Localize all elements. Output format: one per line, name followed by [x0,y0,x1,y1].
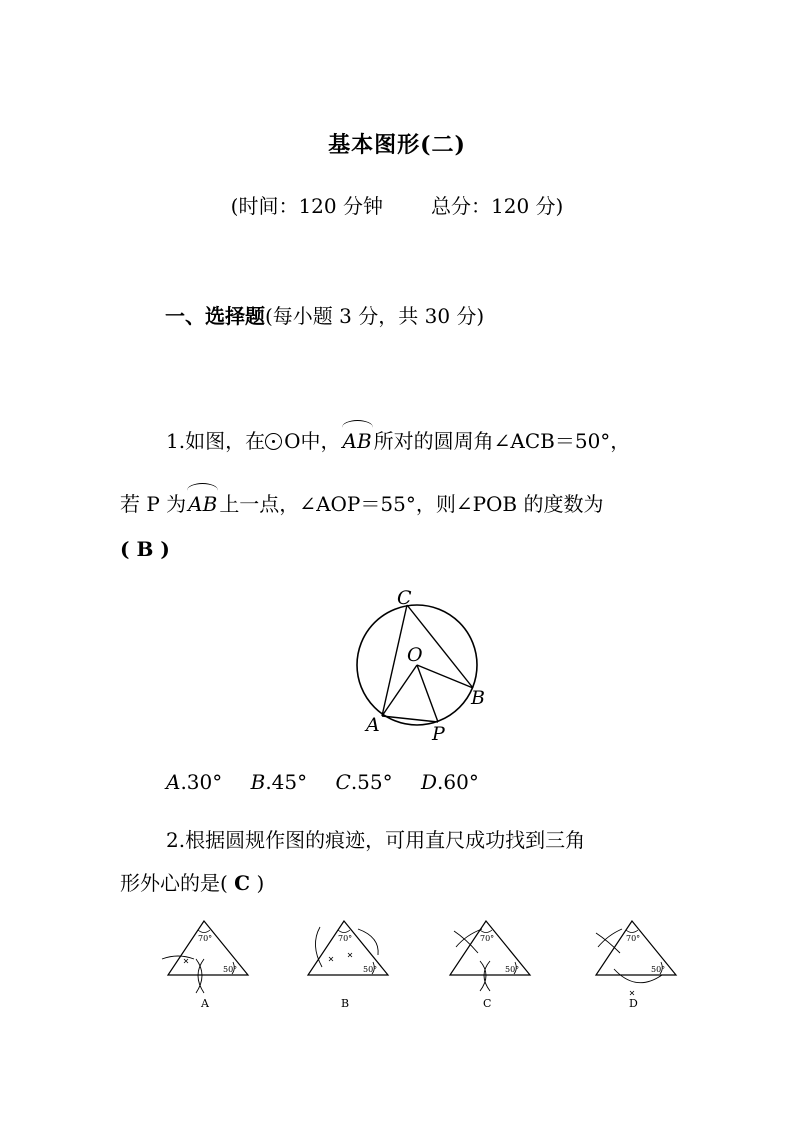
option-value: .30° [180,770,223,794]
circle-dot-symbol [265,433,282,450]
q1-number: 1. [166,429,186,453]
section-title: 一、选择题 [165,304,265,328]
figure-caption: A [201,997,209,1010]
answer-paren: ) [256,871,265,895]
option-value: .45° [265,770,308,794]
option-value: .55° [350,770,393,794]
label-c: C [397,587,412,609]
q1-answer [120,537,170,561]
label-a: A [366,714,380,736]
figure-caption: B [341,997,350,1010]
option-letter: B [250,770,266,794]
section-note: (每小题 3 分，共 30 分) [265,304,485,328]
question-2-line-2 [120,867,264,896]
q1-text: 上一点，∠AOP＝55°，则∠POB 的度数为 [219,492,604,516]
arc-ab-symbol: AB [342,429,372,453]
label-b: B [471,687,485,709]
option-d[interactable] [421,770,479,794]
q2-figure-c [442,915,542,1015]
figure-caption: C [483,997,492,1010]
answer-paren: ( [220,871,228,895]
answer-paren: ) [160,537,170,561]
arc-ab-symbol: AB [188,492,218,516]
circle-name: O [284,429,301,453]
option-letter: D [420,770,438,794]
q2-text: 形外心的是 [120,871,220,895]
option-value: .60° [437,770,479,794]
question-1-line-2 [120,488,603,517]
q2-figure-a [160,915,260,1015]
q1-text: 如图，在 [185,429,266,453]
angle-70-label: 70° [626,934,641,943]
option-c[interactable] [336,770,393,794]
label-o: O [407,644,423,666]
question-1-line-1 [166,425,630,454]
compass-arc [454,931,478,953]
option-letter: A [166,770,181,794]
q1-text: 所对的圆周角∠ACB＝50°， [373,429,631,453]
angle-50-label: 50° [651,965,666,974]
angle-50-label: 50° [223,965,238,974]
q2-text: 根据圆规作图的痕迹，可用直尺成功找到三角 [185,828,586,852]
label-p: P [432,723,445,745]
time-limit: (时间：120 分钟 [230,194,383,218]
angle-70-label: 70° [480,934,495,943]
q2-number: 2. [166,828,186,852]
q2-figure-d [588,915,688,1015]
q1-circle-figure [340,585,500,750]
angle-70-label: 70° [198,934,213,943]
q1-text: 中， [300,429,341,453]
answer-paren: ( [120,537,130,561]
option-letter: C [335,770,351,794]
q1-text: 若 P 为 [120,492,187,516]
q2-figure-b [300,915,400,1015]
page-title: 基本图形(二) [328,132,466,158]
compass-arc [162,956,194,959]
exam-info [0,190,794,219]
q1-options [166,770,501,794]
compass-arc [315,927,322,967]
angle-50-label: 50° [363,965,378,974]
segment-op [417,665,438,722]
option-b[interactable] [251,770,308,794]
segment-ca [382,605,407,716]
total-score: 总分：120 分) [431,194,564,218]
option-a[interactable] [166,770,222,794]
answer-letter: C [234,871,251,895]
question-2-line-1 [166,824,585,853]
compass-arc [596,933,620,953]
section-heading [165,300,484,329]
angle-70-label: 70° [338,934,353,943]
answer-letter: B [136,537,154,561]
figure-caption: D [629,997,638,1010]
angle-50-label: 50° [505,965,520,974]
